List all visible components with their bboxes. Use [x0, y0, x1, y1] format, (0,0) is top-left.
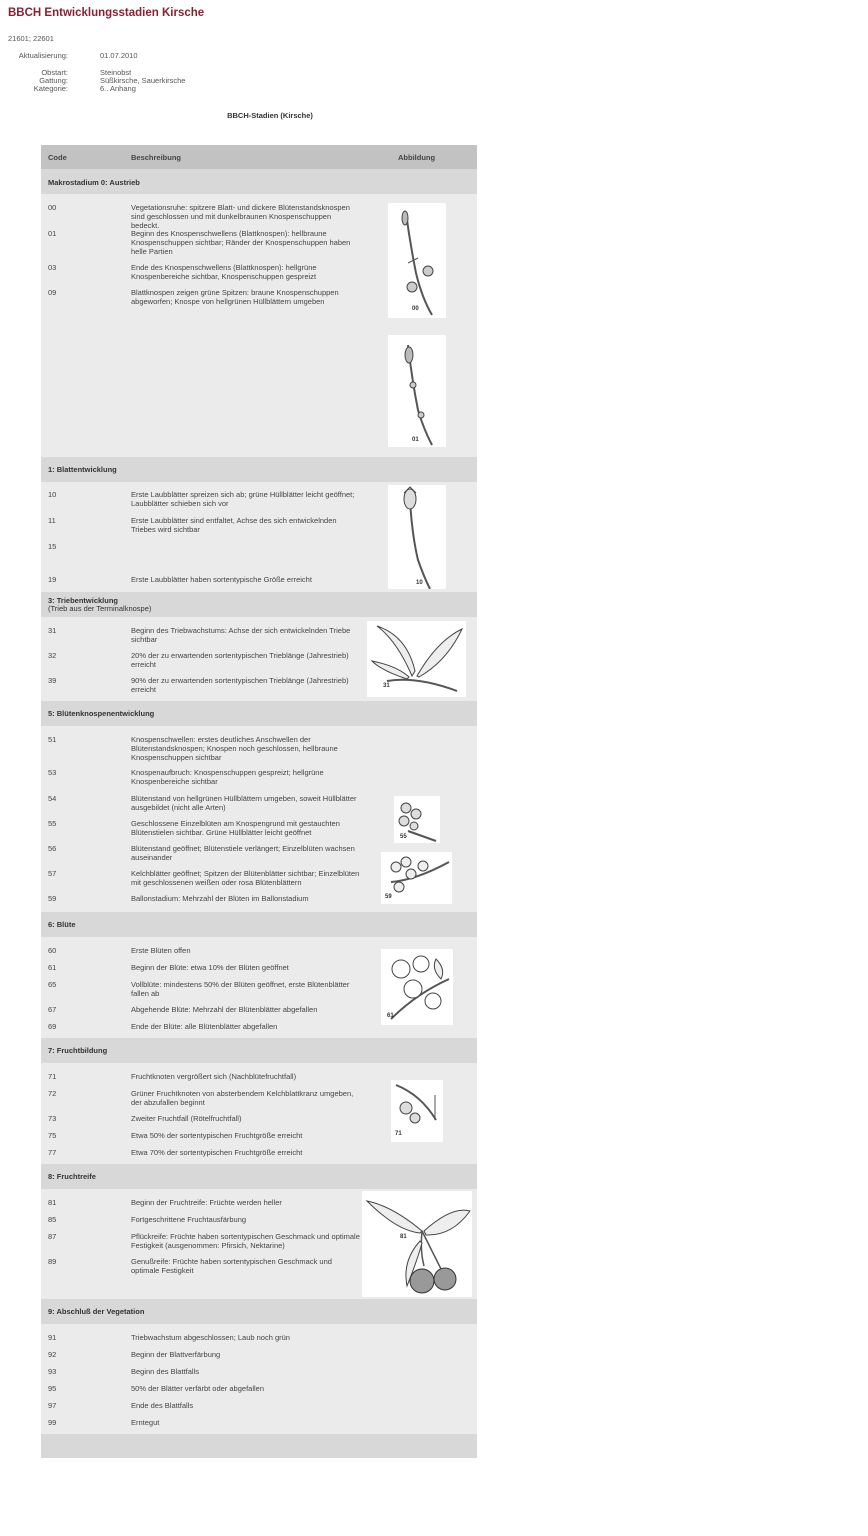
- section-body: 71 Fruchtknoten vergrößert sich (Nachblütefruchtfall) 72 Grüner Fruchtknoten von absterbendem Kelchblattkranz umgeben, der abzufallen beginnt 73 Zweiter Fruchtfall (Rötelfruchtfall) 75 Etwa 50% der sortentypischen Fruchtgröße erreicht 77 Etwa 70% der sortentypischen Fruchtgröße erreicht 71: [41, 1063, 477, 1164]
- figure-label: 10: [416, 580, 423, 586]
- section-header: [41, 1299, 477, 1324]
- figure-stage-81: [362, 1191, 472, 1297]
- figure-label: 71: [395, 1131, 402, 1137]
- section-title: 9: Abschluß der Vegetation: [48, 1307, 145, 1316]
- section-title: 6: Blüte: [48, 920, 76, 929]
- section-body: 31 Beginn des Triebwachstums: Achse der sich entwickelnden Triebe sichtbar 32 20% der zu erwartenden sortentypischen Trieblänge (Jahrestrieb) erreicht 39 90% der zu erwartenden sortentypischen Trieblänge (Jahrestrieb) erreicht 31: [41, 617, 477, 701]
- section-title: Makrostadium 0: Austrieb: [48, 178, 140, 187]
- figure-stage-01: [388, 335, 446, 447]
- figure-stage-59: [381, 852, 452, 904]
- figure-stage-00: [388, 203, 446, 318]
- document-ids: 21601; 22601: [8, 34, 54, 43]
- section-title: 1: Blattentwicklung: [48, 465, 117, 474]
- meta-gattung-value: Süßkirsche, Sauerkirsche: [100, 76, 186, 85]
- section-title: 5: Blütenknospenentwicklung: [48, 709, 155, 718]
- figure-label: 55: [400, 834, 407, 840]
- meta-obstart-key: Obstart:: [41, 68, 68, 77]
- section-body: 00 Vegetationsruhe: spitzere Blatt- und dickere Blütenstandsknospen sind geschlossen und mit dunkelbraunen Knospenschuppen bedeckt. 01 Beginn des Knospenschwellens (Blattknospen): hellbraune Knospenschuppen sichtbar; Ränder der Knospenschuppen haben helle Partien 03 Ende des Knospenschwellens (Blattknospen): hellgrüne Knospenbereiche sichtbar, Knospenschuppen gespreizt 09 Blattknospen zeigen grüne Spitzen: braune Knospenschuppen abgeworfen; Knospe von hellgrünen Hüllblättern umgeben 00 01: [41, 194, 477, 457]
- meta-obstart-value: Steinobst: [100, 68, 132, 77]
- section-body: 81 Beginn der Fruchtreife: Früchte werden heller 85 Fortgeschrittene Fruchtausfärbung 87 Pflückreife: Früchte haben sortentypischen Geschmack und optimale Festigkeit (ausgenommen: Pfirsich, Nektarine) 89 Genußreife: Früchte haben sortentypischen Geschmack und optimale Festigkeit 81: [41, 1189, 477, 1299]
- section-title: 8: Fruchtreife: [48, 1172, 96, 1181]
- table-caption: BBCH-Stadien (Kirsche): [227, 111, 313, 120]
- section-header: [41, 912, 477, 937]
- section-header: [41, 592, 477, 617]
- figure-label: 00: [412, 306, 419, 312]
- meta-update-key: Aktualisierung:: [18, 51, 68, 60]
- header-figure: Abbildung: [398, 153, 436, 162]
- header-description: Beschreibung: [131, 153, 182, 162]
- section-header: [41, 701, 477, 726]
- figure-label: 61: [387, 1013, 394, 1019]
- section-header: [41, 169, 477, 194]
- section-body: 51 Knospenschwellen: erstes deutliches Anschwellen der Blütenstandsknospen; Knospen noch geschlossen, hellbraune Knospenschuppen sichtbar 53 Knospenaufbruch: Knospenschuppen gespreizt; hellgrüne Knospenbereiche sichtbar 54 Blütenstand von hellgrünen Hüllblättern umgeben, soweit Hüllblätter ausgebildet (nicht alle Arten) 55 Geschlossene Einzelblüten am Knospengrund mit gestauchten Blütenstielen sichtbar. Grüne Hüllblätter leicht geöffnet 56 Blütenstand geöffnet; Blütenstiele verlängert; Einzelblüten wachsen auseinander 57 Kelchblätter geöffnet; Spitzen der Blütenblätter sichtbar; Einzelblüten mit geschlossenen weißen oder rosa Blütenblättern 59 Ballonstadium: Mehrzahl der Blüten im Ballonstadium 55 59: [41, 726, 477, 912]
- meta-kategorie-value: 6.. Anhang: [100, 84, 136, 93]
- section-title: 7: Fruchtbildung: [48, 1046, 108, 1055]
- section-body: 10 Erste Laubblätter spreizen sich ab; grüne Hüllblätter leicht geöffnet; Laubblätter schieben sich vor 11 Erste Laubblätter sind entfaltet, Achse des sich entwickelnden Triebes wird sichtbar 15 19 Erste Laubblätter haben sortentypische Größe erreicht 10: [41, 482, 477, 592]
- page-title: BBCH Entwicklungsstadien Kirsche: [8, 7, 205, 19]
- figure-stage-61: [381, 949, 453, 1025]
- section-title: 3: Triebentwicklung: [48, 596, 119, 605]
- section-body: 60 Erste Blüten offen 61 Beginn der Blüte: etwa 10% der Blüten geöffnet 65 Vollblüte: mindestens 50% der Blüten geöffnet, erste Blütenblätter fallen ab 67 Abgehende Blüte: Mehrzahl der Blütenblätter abgefallen 69 Ende der Blüte: alle Blütenblätter abgefallen 61: [41, 937, 477, 1038]
- figure-stage-10: [388, 485, 446, 589]
- section-body: 91 Triebwachstum abgeschlossen; Laub noch grün 92 Beginn der Blattverfärbung 93 Beginn des Blattfalls 95 50% der Blätter verfärbt oder abgefallen 97 Ende des Blattfalls 99 Erntegut: [41, 1324, 477, 1434]
- meta-update-value: 01.07.2010: [100, 51, 138, 60]
- figure-stage-71: [391, 1080, 443, 1142]
- table-footer: [41, 1434, 477, 1458]
- figure-label: 59: [385, 894, 392, 900]
- meta-gattung-key: Gattung:: [39, 76, 68, 85]
- section-header: [41, 457, 477, 482]
- bbch-table: [41, 145, 477, 1458]
- figure-label: 81: [400, 1234, 407, 1240]
- figure-label: 01: [412, 437, 419, 443]
- section-subtitle: (Trieb aus der Terminalknospe): [48, 604, 152, 613]
- table-header: [41, 145, 477, 169]
- figure-stage-31: [367, 621, 466, 697]
- header-code: Code: [48, 153, 67, 162]
- section-header: [41, 1164, 477, 1189]
- meta-kategorie-key: Kategorie:: [33, 84, 68, 93]
- figure-label: 31: [383, 683, 390, 689]
- section-header: [41, 1038, 477, 1063]
- figure-stage-55: [394, 796, 440, 843]
